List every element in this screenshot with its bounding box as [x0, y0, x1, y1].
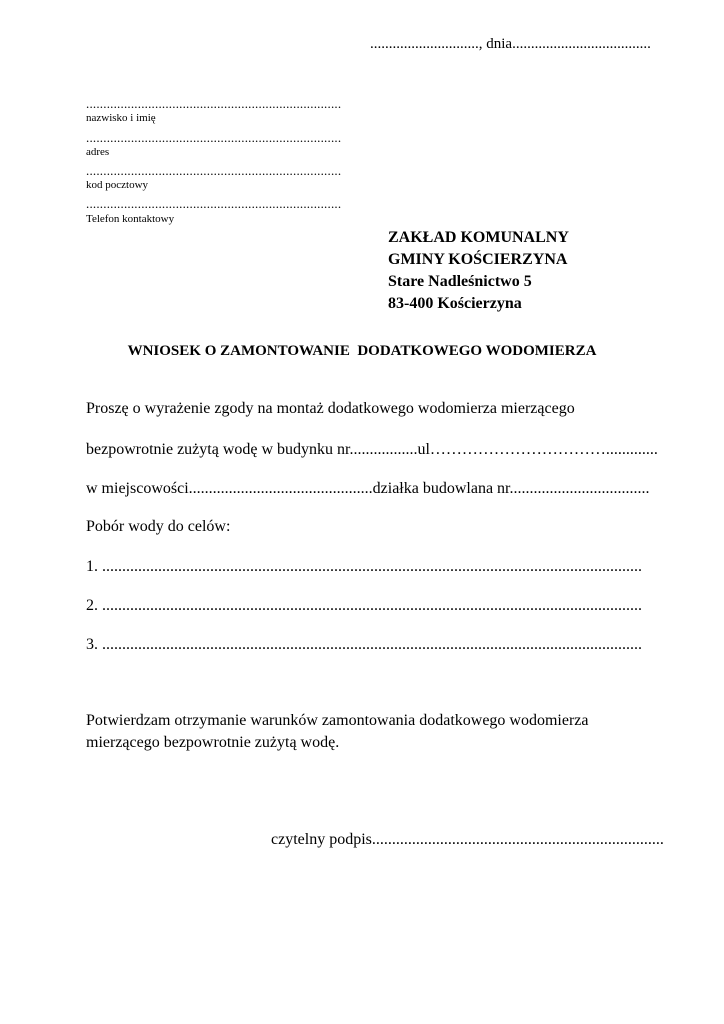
confirm-line1: Potwierdzam otrzymanie warunków zamontowania dodatkowego wodomierza — [86, 712, 589, 729]
confirm-line2: mierzącego bezpowrotnie zużytą wodę. — [86, 734, 340, 751]
recipient-line4: 83-400 Kościerzyna — [388, 295, 522, 312]
document-title: WNIOSEK O ZAMONTOWANIE DODATKOWEGO WODOMIERZA — [127, 343, 597, 359]
date-line: ............................., dnia..................................... — [370, 36, 651, 52]
purpose-item-1: 1. ....................................................................................................................................... — [86, 558, 642, 575]
body-line3: w miejscowości..............................................działka budowlana nr................................... — [86, 480, 650, 497]
body-line2: bezpowrotnie zużytą wodę w budynku nr.................ul……………………………............. — [86, 441, 658, 458]
postal-label: kod pocztowy — [86, 179, 149, 191]
signature-line: czytelny podpis......................................................................... — [271, 831, 664, 848]
address-dots: .......................................................................... — [86, 130, 342, 145]
address-label: adres — [86, 146, 110, 158]
purpose-label: Pobór wody do celów: — [86, 518, 231, 535]
recipient-block — [388, 227, 569, 315]
purpose-item-2: 2. ....................................................................................................................................... — [86, 597, 642, 614]
name-label: nazwisko i imię — [86, 112, 156, 124]
phone-label: Telefon kontaktowy — [86, 213, 175, 225]
recipient-line1: ZAKŁAD KOMUNALNY — [388, 229, 569, 246]
name-dots: .......................................................................... — [86, 96, 342, 111]
recipient-line3: Stare Nadleśnictwo 5 — [388, 273, 532, 290]
postal-dots: .......................................................................... — [86, 163, 342, 178]
purpose-item-3: 3. ....................................................................................................................................... — [86, 636, 642, 653]
body-line1: Proszę o wyrażenie zgody na montaż dodatkowego wodomierza mierzącego — [86, 400, 575, 417]
phone-dots: .......................................................................... — [86, 196, 342, 211]
recipient-line2: GMINY KOŚCIERZYNA — [388, 251, 568, 268]
